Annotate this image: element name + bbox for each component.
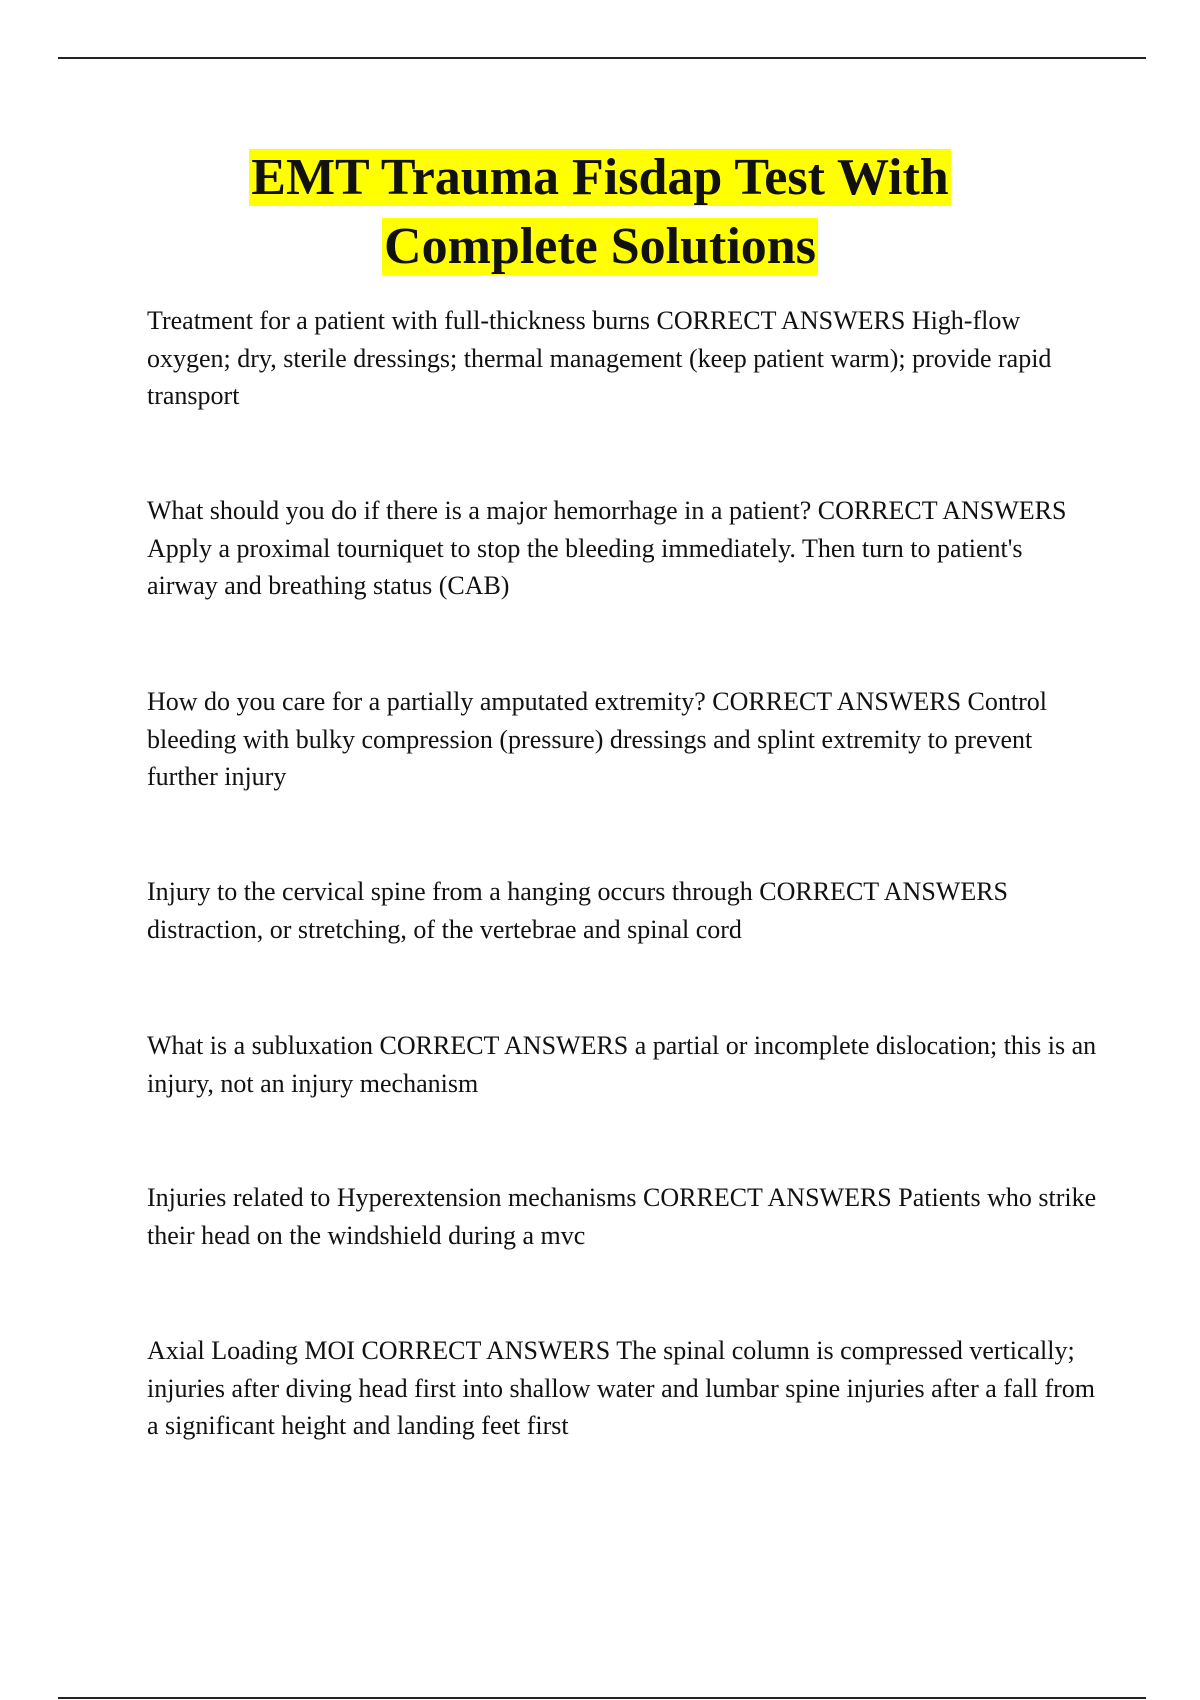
qa-item: Injuries related to Hyperextension mechanisms CORRECT ANSWERS Patients who strike their head on the windshield during a mvc	[147, 1183, 1097, 1250]
qa-item: Treatment for a patient with full-thickness burns CORRECT ANSWERS High-flow oxygen; dry, sterile dressings; thermal management (keep patient warm); provide rapid transport	[147, 306, 1052, 410]
title-line-1: EMT Trauma Fisdap Test With	[251, 149, 949, 206]
footer-rule	[58, 1697, 1146, 1699]
header-rule	[58, 57, 1146, 59]
qa-item: What is a subluxation CORRECT ANSWERS a partial or incomplete dislocation; this is an injury, not an injury mechanism	[147, 1031, 1097, 1098]
qa-item: Injury to the cervical spine from a hanging occurs through CORRECT ANSWERS distraction, or stretching, of the vertebrae and spinal cord	[147, 877, 1008, 944]
document-title	[0, 143, 1200, 281]
qa-item: What should you do if there is a major hemorrhage in a patient? CORRECT ANSWERS Apply a proximal tourniquet to stop the bleeding immediately. Then turn to patient's airway and breathing status (CAB)	[147, 496, 1067, 600]
title-line-2: Complete Solutions	[384, 218, 816, 275]
qa-item: How do you care for a partially amputated extremity? CORRECT ANSWERS Control bleeding with bulky compression (pressure) dressings and splint extremity to prevent further injury	[147, 687, 1047, 791]
qa-item: Axial Loading MOI CORRECT ANSWERS The spinal column is compressed vertically; injuries after diving head first into shallow water and lumbar spine injuries after a fall from a significant height and landing feet first	[147, 1336, 1095, 1440]
